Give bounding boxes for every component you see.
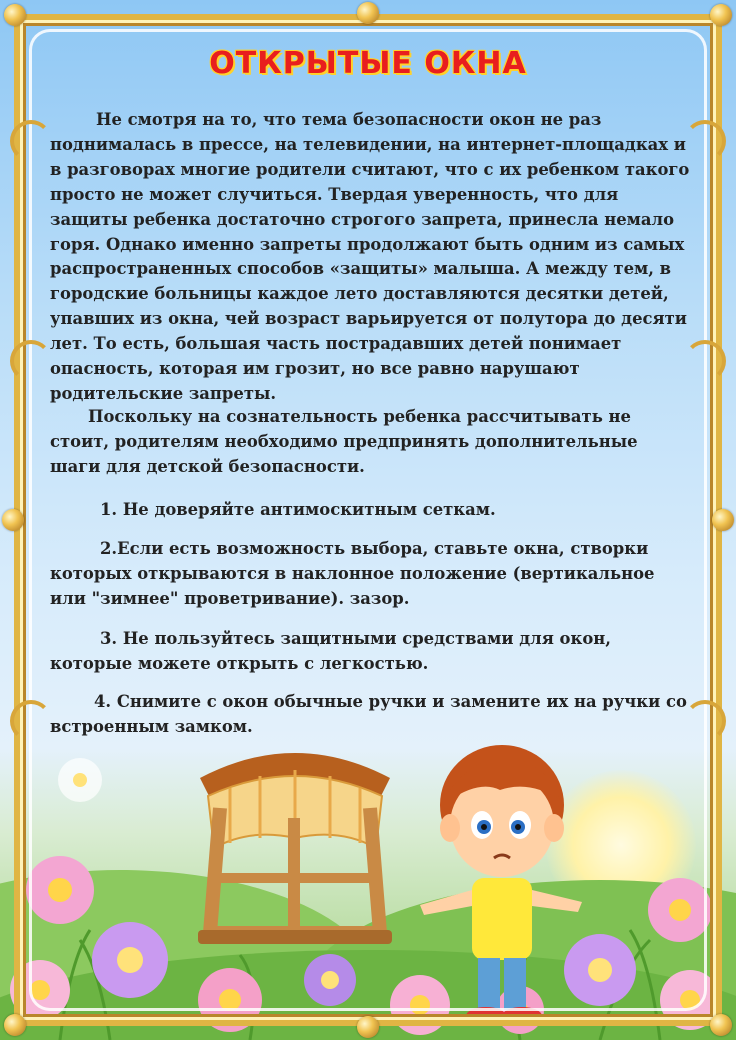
advice-paragraph: Поскольку на сознательность ребенка рассчитывать не стоит, родителям необходимо предпринять дополнительные шаги для детской безопасности.: [50, 407, 638, 476]
frame-corner-bead: [710, 4, 732, 26]
tip-item-2: 2.Если есть возможность выбора, ставьте окна, створки которых открываются в наклонное положение (вертикальное или "зимнее" проветривание). зазор.: [50, 539, 655, 608]
frame-swirl: [10, 700, 52, 742]
frame-corner-bead: [710, 1014, 732, 1036]
frame-swirl: [684, 120, 726, 162]
frame-bottom-bead: [357, 1016, 379, 1038]
frame-left-bead: [2, 509, 24, 531]
frame-swirl: [10, 120, 52, 162]
frame-corner-bead: [4, 1014, 26, 1036]
page-title: ОТКРЫТЫЕ ОКНА: [209, 46, 527, 81]
frame-swirl: [684, 340, 726, 382]
frame-swirl: [684, 700, 726, 742]
tip-item-1: 1. Не доверяйте антимоскитным сеткам.: [100, 500, 496, 519]
tip-item-4: 4. Снимите с окон обычные ручки и замените их на ручки со встроенным замком.: [50, 692, 687, 736]
intro-paragraph: Не смотря на то, что тема безопасности окон не раз поднималась в прессе, на телевидении, на интернет-площадках и в разговорах многие родители считают, что с их ребенком такого просто не может случиться. Твердая уверенность, что для защиты ребенка достаточно строгого запрета, принесла немало горя. Однако именно запреты продолжают быть одним из самых распространенных способов «защиты» малыша. А между тем, в городские больницы каждое лето доставляются десятки детей, упавших из окна, чей возраст варьируется от полутора до десяти лет. То есть, большая часть пострадавших детей понимает опасность, которая им грозит, но все равно нарушают родительские запреты.: [50, 110, 690, 403]
frame-corner-bead: [4, 4, 26, 26]
frame-top-bead: [357, 2, 379, 24]
tip-item-3: 3. Не пользуйтесь защитными средствами для окон, которые можете открыть с легкостью.: [50, 629, 611, 673]
frame-swirl: [10, 340, 52, 382]
